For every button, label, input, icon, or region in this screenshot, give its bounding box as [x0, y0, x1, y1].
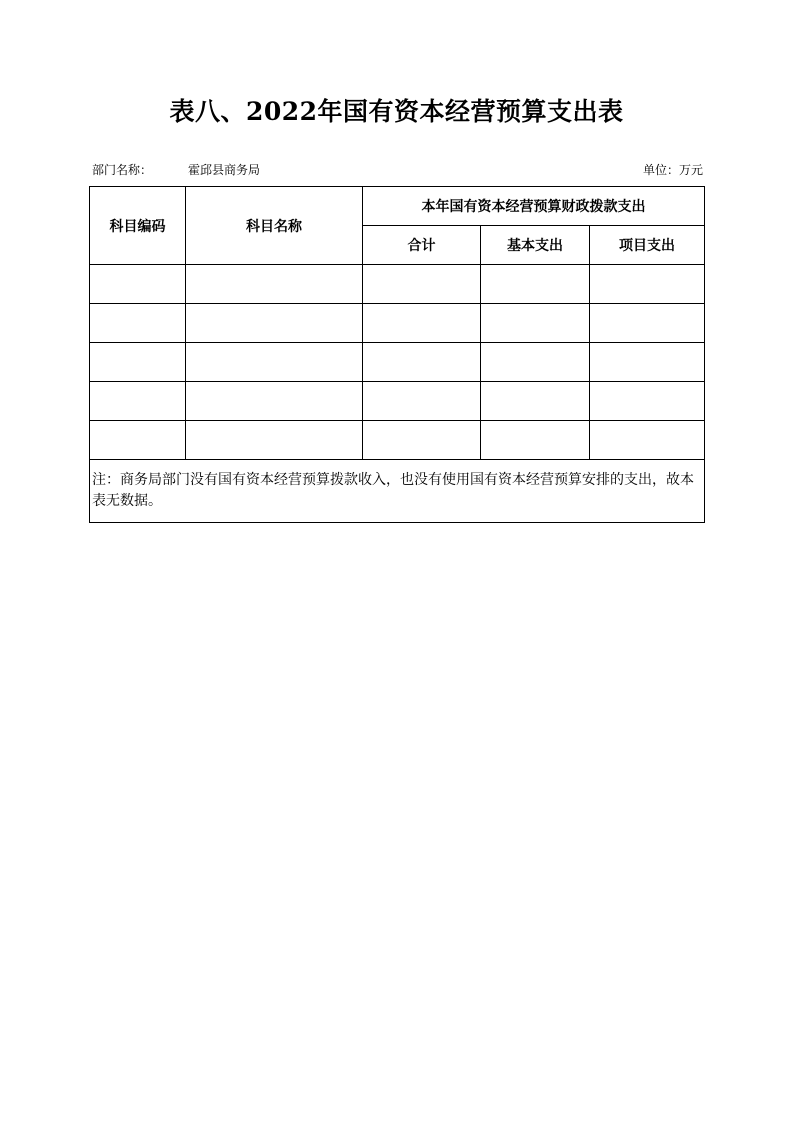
table-row	[90, 421, 705, 460]
department-info	[92, 161, 260, 178]
table-cell	[481, 382, 590, 421]
table-cell	[363, 304, 481, 343]
table-note: 注：商务局部门没有国有资本经营预算拨款收入，也没有使用国有资本经营预算安排的支出，故本表无数据。	[90, 460, 705, 523]
page-title: 表八、2022年国有资本经营预算支出表	[169, 97, 624, 126]
table-cell	[590, 265, 705, 304]
table-cell	[481, 421, 590, 460]
table-cell	[186, 343, 363, 382]
table-cell	[90, 421, 186, 460]
table-row	[90, 265, 705, 304]
note-row	[90, 460, 705, 523]
table-cell	[481, 304, 590, 343]
department-name: 霍邱县商务局	[188, 163, 261, 177]
header-appropriation-group: 本年国有资本经营预算财政拨款支出	[363, 187, 705, 226]
table-cell	[363, 343, 481, 382]
table-cell	[363, 265, 481, 304]
table-cell	[590, 343, 705, 382]
header-basic-expenditure: 基本支出	[481, 226, 590, 265]
header-total: 合计	[363, 226, 481, 265]
table-cell	[90, 304, 186, 343]
table-cell	[186, 265, 363, 304]
header-subject-code: 科目编码	[90, 187, 186, 265]
table-cell	[590, 304, 705, 343]
table-cell	[590, 382, 705, 421]
table-cell	[186, 304, 363, 343]
table-row	[90, 382, 705, 421]
table-cell	[90, 343, 186, 382]
table-cell	[90, 265, 186, 304]
header-project-expenditure: 项目支出	[590, 226, 705, 265]
budget-table	[89, 186, 705, 523]
table-cell	[90, 382, 186, 421]
table-row	[90, 304, 705, 343]
meta-row	[92, 161, 703, 179]
unit-label: 单位：万元	[642, 163, 703, 177]
table-row	[90, 343, 705, 382]
table-cell	[186, 421, 363, 460]
table-cell	[186, 382, 363, 421]
table-cell	[363, 382, 481, 421]
table-cell	[481, 265, 590, 304]
department-label: 部门名称：	[92, 163, 153, 177]
header-subject-name: 科目名称	[186, 187, 363, 265]
table-cell	[590, 421, 705, 460]
table-cell	[363, 421, 481, 460]
table-cell	[481, 343, 590, 382]
